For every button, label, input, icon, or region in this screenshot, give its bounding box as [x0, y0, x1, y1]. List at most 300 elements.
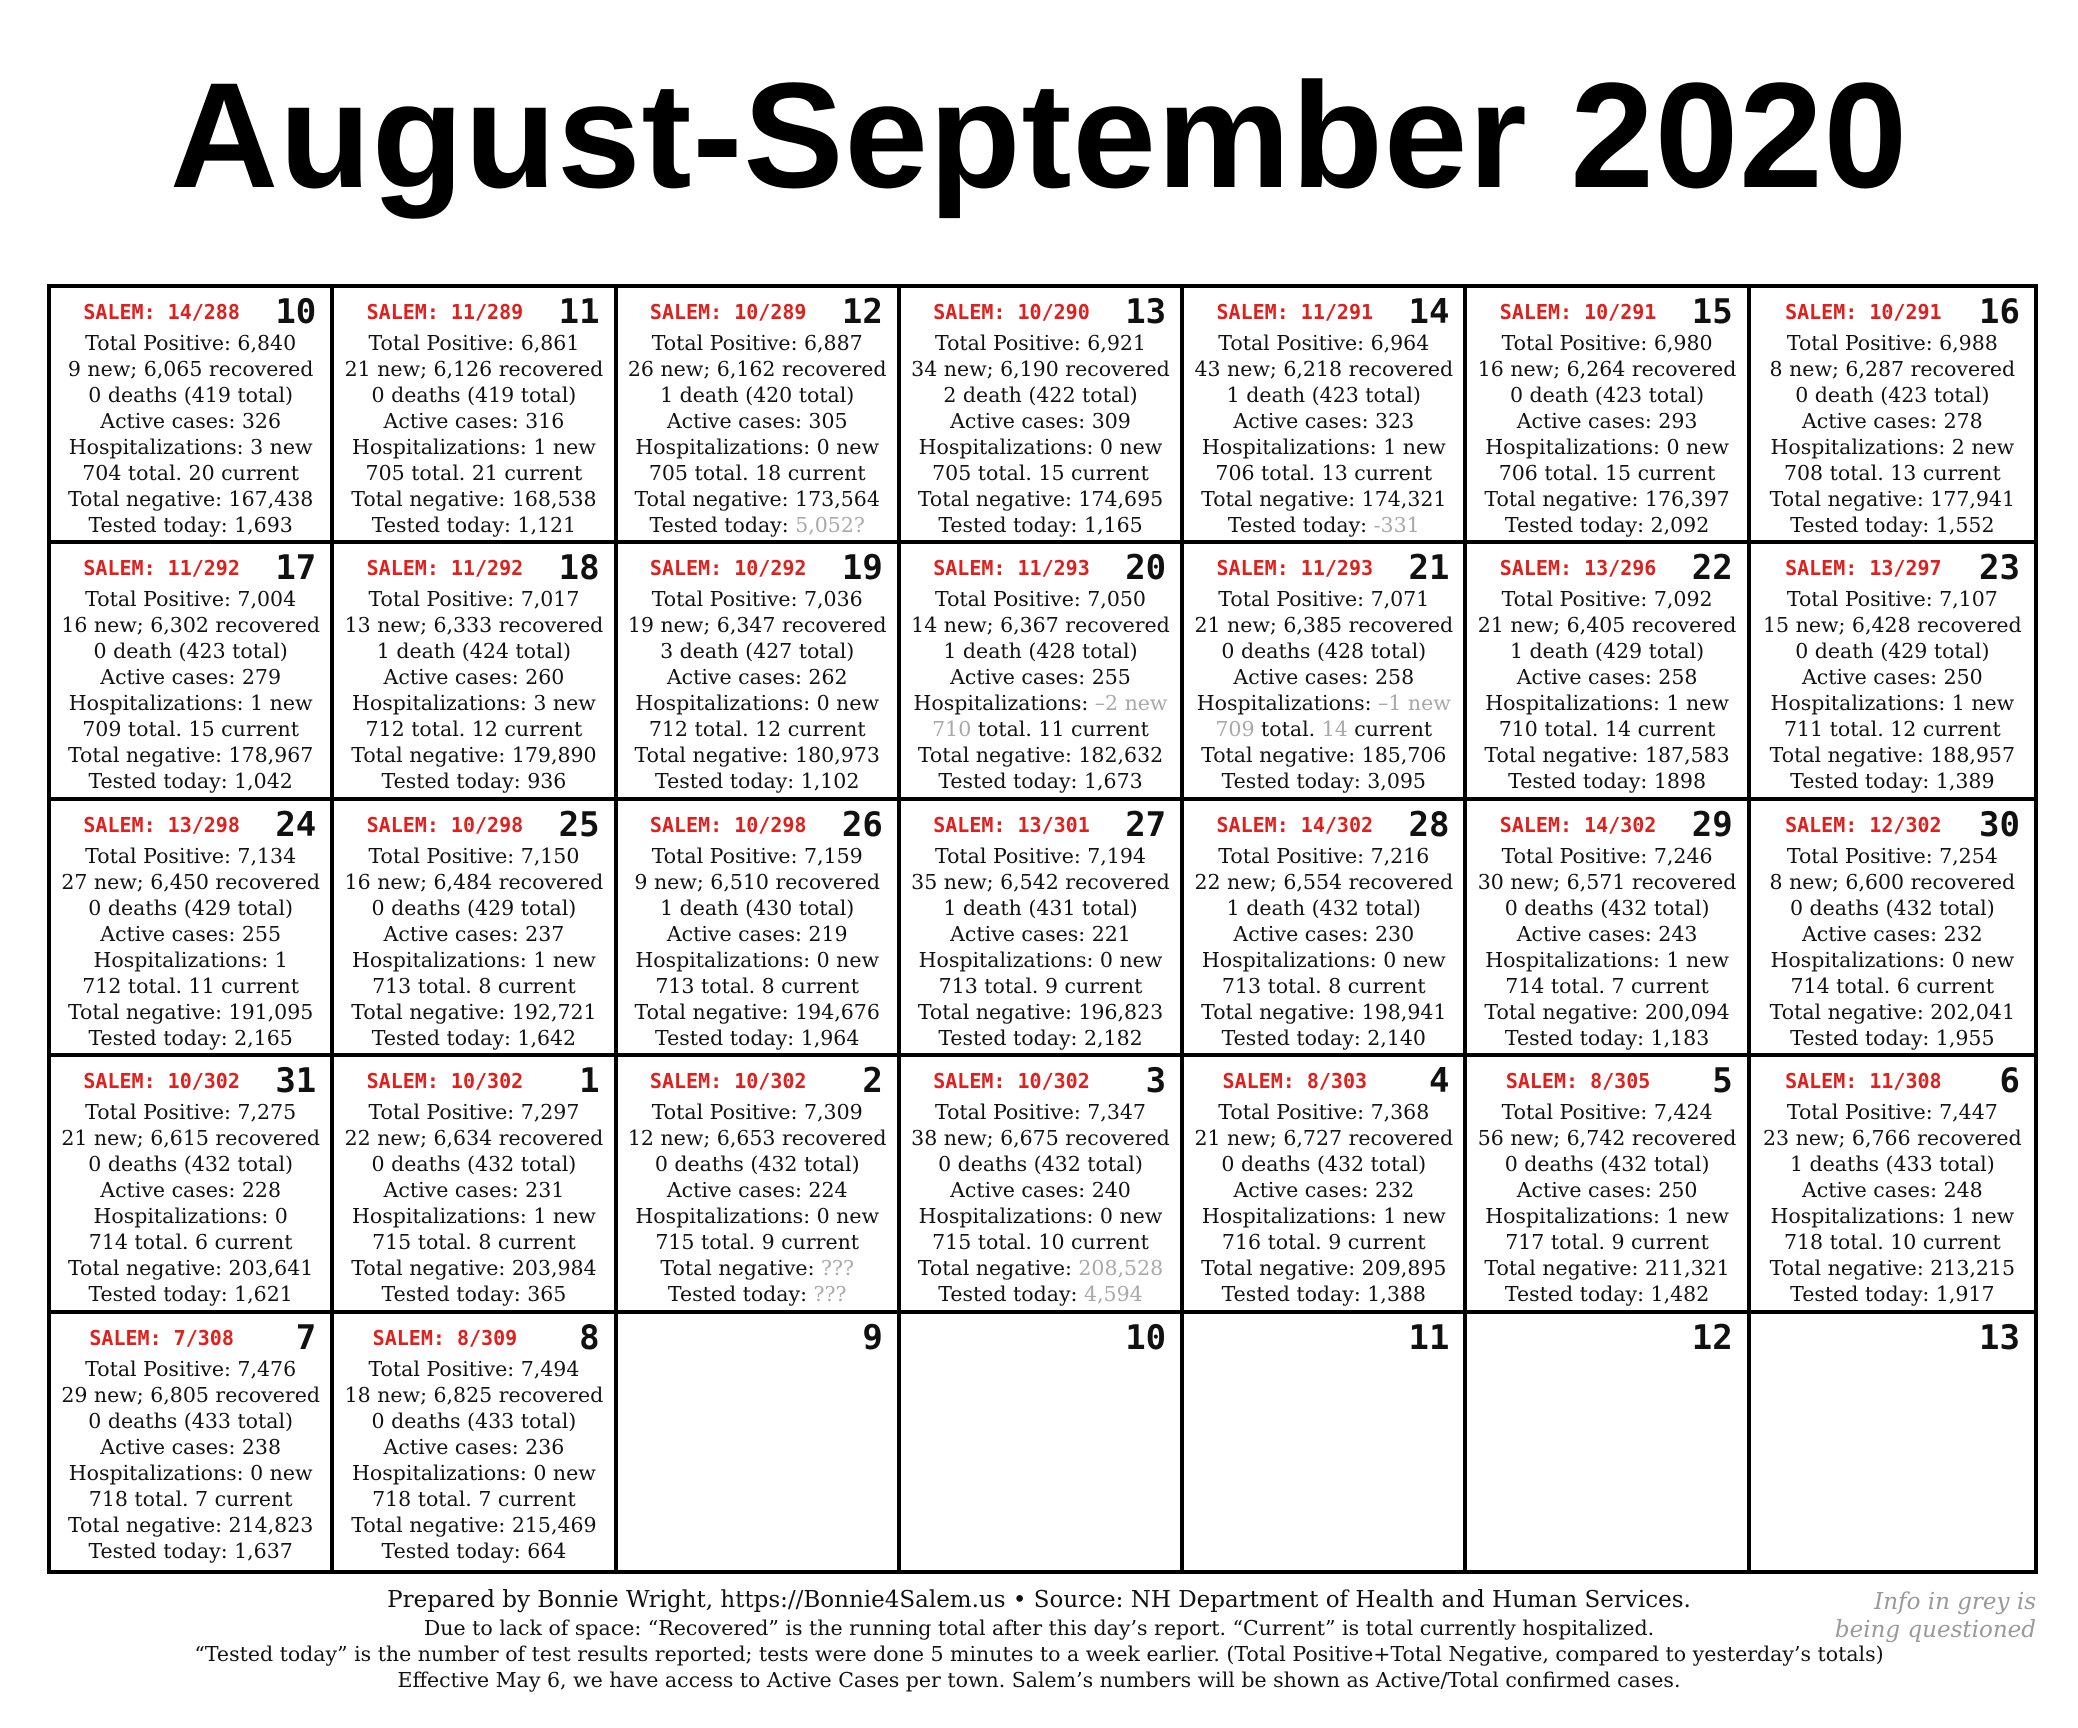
stat-line: [334, 690, 613, 716]
day-cell: [901, 1057, 1184, 1313]
stat-line: [334, 638, 613, 664]
stat-text: Active cases: 232: [1801, 921, 1983, 946]
stat-line: [51, 1125, 330, 1151]
stat-line: [1184, 869, 1463, 895]
stat-line: [901, 742, 1180, 768]
stat-line: [1467, 1099, 1746, 1125]
stat-text: 9 new; 6,065 recovered: [67, 357, 314, 381]
stat-line: [51, 1229, 330, 1255]
stat-text: 714 total. 7 current: [1505, 973, 1709, 998]
stat-text: 1 death (423 total): [1226, 383, 1421, 407]
day-cell: [1751, 1314, 2034, 1570]
stat-line: [51, 1151, 330, 1177]
stat-text: Tested today: 1898: [1508, 769, 1706, 794]
stat-text: 9 new; 6,510 recovered: [634, 869, 880, 894]
stat-text: 1 death (424 total): [376, 639, 572, 664]
stat-line: [334, 1460, 613, 1486]
stat-line: [1184, 434, 1463, 460]
stat-line: [51, 1177, 330, 1203]
stat-text: Total Positive: 6,988: [1786, 331, 1998, 355]
salem-count: SALEM: 14/302: [1499, 812, 1657, 837]
stat-line: [1751, 1177, 2034, 1203]
stat-text: 0 death (423 total): [1795, 383, 1990, 407]
stat-text: 718 total. 10 current: [1783, 1230, 2001, 1255]
stat-text: 716 total. 9 current: [1221, 1230, 1426, 1255]
stat-text: Tested today: 2,165: [88, 1025, 293, 1050]
stat-line: [901, 947, 1180, 973]
stat-text: 713 total. 8 current: [655, 973, 860, 998]
stat-line: [334, 768, 613, 794]
stat-line: [51, 947, 330, 973]
stat-line: [1467, 382, 1746, 408]
stat-text: Total negative: 203,984: [351, 1256, 597, 1281]
stat-line: [1184, 999, 1463, 1025]
stat-text: 708 total. 13 current: [1783, 461, 2001, 485]
stat-line: [1751, 1025, 2034, 1051]
day-cell: [1467, 1057, 1750, 1313]
stat-text: 56 new; 6,742 recovered: [1477, 1126, 1737, 1151]
stat-line: [334, 330, 613, 356]
day-number: 18: [558, 548, 600, 589]
stat-text: Active cases: 230: [1233, 921, 1415, 946]
stat-text: Tested today: 1,552: [1790, 513, 1995, 537]
stat-line: [334, 664, 613, 690]
day-number: 28: [1408, 804, 1450, 845]
stat-text: 0 death (423 total): [93, 639, 288, 664]
day-number: 20: [1125, 548, 1167, 589]
stat-text: Active cases: 262: [666, 665, 848, 690]
questioned-value: 5,052?: [795, 513, 865, 537]
stat-line: [1467, 434, 1746, 460]
stat-text: Hospitalizations: 1 new: [1485, 947, 1729, 972]
stat-line: [1467, 1281, 1746, 1307]
stat-line: [1467, 921, 1746, 947]
stat-text: Total Positive: 7,275: [85, 1100, 297, 1125]
day-cell: [1184, 544, 1467, 800]
stat-line: [334, 869, 613, 895]
stat-text: Hospitalizations: 2 new: [1770, 435, 2015, 459]
stat-text: 16 new; 6,302 recovered: [61, 613, 320, 638]
stat-line: [901, 460, 1180, 486]
stat-text: Total negative: 167,438: [67, 487, 314, 511]
stat-line: [334, 408, 613, 434]
stat-text: Active cases: 305: [666, 409, 848, 433]
stat-line: [334, 716, 613, 742]
stat-text: 0 deaths (429 total): [88, 895, 294, 920]
stat-line: [618, 1025, 897, 1051]
stat-line: [1184, 973, 1463, 999]
stat-line: [1184, 1229, 1463, 1255]
questioned-value: ???: [821, 1256, 854, 1281]
stat-text: Total negative: 177,941: [1769, 487, 2016, 511]
salem-count: SALEM: 10/291: [1499, 300, 1657, 324]
stat-text: Active cases: 236: [383, 1434, 565, 1459]
stat-text: Active cases: 243: [1516, 921, 1698, 946]
stat-text: 0 deaths (433 total): [371, 1408, 577, 1433]
stat-text: Hospitalizations: 0 new: [918, 435, 1163, 459]
stat-line: [1184, 716, 1463, 742]
stat-line: [1184, 586, 1463, 612]
stat-text: Tested today: 1,673: [938, 769, 1143, 794]
questioned-value: 14: [1321, 717, 1348, 742]
stat-text: Tested today: 1,389: [1790, 769, 1995, 794]
day-cell-header: [618, 548, 897, 589]
stat-text: Tested today:: [938, 1282, 1084, 1307]
day-cell-header: [1467, 294, 1746, 330]
day-cell-header: [51, 804, 330, 845]
salem-count: SALEM: 7/308: [89, 1325, 234, 1350]
stat-text: Hospitalizations: 3 new: [352, 691, 596, 716]
stat-text: 21 new; 6,727 recovered: [1194, 1126, 1454, 1151]
day-cell: [1467, 801, 1750, 1057]
stat-line: [1751, 1125, 2034, 1151]
stat-text: Hospitalizations: 0 new: [918, 1204, 1163, 1229]
salem-count: SALEM: 10/302: [649, 1069, 807, 1094]
stat-line: [901, 999, 1180, 1025]
stat-text: Total negative: 174,695: [917, 487, 1164, 511]
stat-line: [1467, 973, 1746, 999]
salem-count: SALEM: 10/291: [1785, 300, 1942, 324]
stat-text: 0 deaths (432 total): [654, 1152, 860, 1177]
stat-text: 8 new; 6,600 recovered: [1769, 869, 2016, 894]
stat-line: [1467, 408, 1746, 434]
stat-text: Hospitalizations: 1 new: [1485, 1204, 1729, 1229]
stat-text: 0 deaths (432 total): [1504, 1152, 1710, 1177]
stat-text: Hospitalizations:: [913, 691, 1095, 716]
stat-line: [334, 612, 613, 638]
stat-text: Active cases: 238: [100, 1434, 282, 1459]
stat-line: [51, 1255, 330, 1281]
stat-line: [1184, 1255, 1463, 1281]
day-cell: [51, 1057, 334, 1313]
day-cell-header: [901, 1317, 1180, 1358]
day-number: 17: [275, 548, 317, 589]
stat-text: Tested today: 1,183: [1504, 1025, 1710, 1050]
calendar-grid: [47, 284, 2038, 1574]
stat-text: Active cases: 255: [100, 921, 282, 946]
stat-line: [1467, 742, 1746, 768]
stat-text: Total negative: 176,397: [1484, 487, 1730, 511]
stat-text: 18 new; 6,825 recovered: [344, 1382, 604, 1407]
stat-line: [1467, 1025, 1746, 1051]
stat-line: [334, 1255, 613, 1281]
stat-line: [51, 869, 330, 895]
stat-text: Hospitalizations: 1 new: [352, 435, 596, 459]
salem-count: SALEM: 12/302: [1785, 812, 1942, 837]
stat-text: Hospitalizations: 0 new: [635, 691, 880, 716]
stat-text: total. 11 current: [971, 717, 1149, 742]
stat-line: [901, 486, 1180, 512]
stat-line: [51, 1281, 330, 1307]
stat-text: Active cases: 258: [1516, 665, 1698, 690]
stat-line: [334, 1434, 613, 1460]
stat-line: [618, 947, 897, 973]
stat-line: [51, 1025, 330, 1051]
stat-text: Hospitalizations: 0 new: [1770, 947, 2015, 972]
stat-text: Active cases: 258: [1233, 665, 1415, 690]
stat-text: Total Positive: 7,004: [85, 587, 297, 612]
day-cell: [1751, 1057, 2034, 1313]
stat-line: [51, 690, 330, 716]
stat-line: [1184, 690, 1463, 716]
stat-line: [1467, 612, 1746, 638]
footer-note-tested: “Tested today” is the number of test results reported; tests were done 5 minutes to a week earlier. (Total Positive+Total Negative, compared to yesterday’s totals): [194, 1642, 1884, 1666]
day-number: 11: [558, 292, 600, 332]
stat-text: Total Positive: 7,216: [1218, 843, 1430, 868]
stat-line: [1751, 408, 2034, 434]
day-cell-header: [1467, 1317, 1746, 1358]
stat-line: [51, 768, 330, 794]
salem-count: SALEM: 11/308: [1785, 1069, 1942, 1094]
stat-line: [51, 664, 330, 690]
stat-text: Total Positive: 7,424: [1501, 1100, 1713, 1125]
stat-text: Active cases: 255: [950, 665, 1131, 690]
stat-line: [334, 895, 613, 921]
stat-line: [1467, 1151, 1746, 1177]
day-cell-header: [334, 294, 613, 330]
footer-note-recovered: Due to lack of space: “Recovered” is the running total after this day’s report. “Current” is total currently hospitalized.: [423, 1616, 1655, 1640]
stat-line: [1751, 768, 2034, 794]
stat-line: [334, 1229, 613, 1255]
salem-count: SALEM: 13/297: [1785, 556, 1942, 581]
stat-text: Tested today: 2,092: [1504, 513, 1710, 537]
stat-text: Hospitalizations: 1 new: [352, 1204, 596, 1229]
stat-text: 8 new; 6,287 recovered: [1769, 357, 2016, 381]
stat-line: [51, 742, 330, 768]
stat-text: Total Positive: 7,092: [1501, 587, 1713, 612]
salem-count: SALEM: 13/298: [83, 812, 240, 837]
stat-text: Tested today: 1,964: [655, 1025, 860, 1050]
salem-count: SALEM: 10/302: [366, 1069, 524, 1094]
stat-text: Total Positive: 7,347: [935, 1100, 1146, 1125]
stat-line: [1184, 1203, 1463, 1229]
day-cell: [618, 544, 901, 800]
stat-line: [51, 1099, 330, 1125]
stat-line: [51, 1356, 330, 1382]
stat-line: [901, 408, 1180, 434]
stat-line: [901, 1125, 1180, 1151]
stat-text: 712 total. 12 current: [648, 717, 866, 742]
day-number: 30: [1979, 804, 2020, 845]
day-number: 22: [1691, 548, 1733, 589]
stat-line: [1184, 1151, 1463, 1177]
stat-text: Total Positive: 7,297: [368, 1100, 580, 1125]
questioned-value: 4,594: [1083, 1282, 1143, 1307]
footer-credits: Prepared by Bonnie Wright, https://Bonnie4Salem.us • Source: NH Department of Health and Human Services.: [387, 1587, 1691, 1613]
stat-text: Tested today: 1,042: [88, 769, 293, 794]
stat-text: 43 new; 6,218 recovered: [1194, 357, 1454, 381]
grey-info-note: [1835, 1588, 2036, 1644]
stat-line: [901, 1177, 1180, 1203]
stat-text: 16 new; 6,264 recovered: [1477, 357, 1737, 381]
day-cell-header: [618, 1317, 897, 1358]
stat-text: Total negative: 191,095: [67, 999, 314, 1024]
stat-line: [51, 434, 330, 460]
stat-text: Total negative: 168,538: [351, 487, 597, 511]
stat-text: 27 new; 6,450 recovered: [61, 869, 320, 894]
stat-line: [51, 586, 330, 612]
stat-text: Total Positive: 7,036: [651, 587, 863, 612]
stat-text: 706 total. 13 current: [1215, 461, 1433, 485]
day-cell: [618, 1057, 901, 1313]
stat-line: [618, 638, 897, 664]
stat-line: [618, 973, 897, 999]
stat-text: Hospitalizations: 1 new: [1201, 435, 1446, 459]
stat-text: Hospitalizations: 1 new: [1770, 691, 2015, 716]
day-cell: [901, 288, 1184, 544]
day-number: 5: [1712, 1061, 1733, 1102]
stat-line: [1751, 356, 2034, 382]
stat-text: 711 total. 12 current: [1783, 717, 2001, 742]
stat-line: [51, 638, 330, 664]
day-cell: [1467, 544, 1750, 800]
stat-text: Tested today: 1,482: [1504, 1282, 1710, 1307]
stat-line: [901, 638, 1180, 664]
day-number: 27: [1125, 804, 1167, 845]
stat-text: Total negative: 179,890: [351, 743, 597, 768]
grey-note-line-2: being questioned: [1834, 1617, 2036, 1643]
stat-line: [618, 434, 897, 460]
questioned-value: –1 new: [1378, 691, 1451, 716]
day-cell-header: [1184, 804, 1463, 845]
stat-line: [1467, 716, 1746, 742]
stat-text: Tested today:: [649, 513, 796, 537]
stat-line: [1467, 1203, 1746, 1229]
stat-line: [334, 486, 613, 512]
salem-count: SALEM: 8/309: [372, 1325, 518, 1350]
stat-text: 3 death (427 total): [660, 639, 855, 664]
stat-text: 1 death (420 total): [660, 383, 855, 407]
stat-text: Hospitalizations: 1: [93, 947, 288, 972]
stat-text: Tested today: 936: [381, 769, 567, 794]
stat-text: 21 new; 6,615 recovered: [61, 1126, 320, 1151]
stat-line: [1751, 1229, 2034, 1255]
stat-text: 23 new; 6,766 recovered: [1763, 1126, 2022, 1151]
stat-line: [901, 843, 1180, 869]
stat-line: [1467, 869, 1746, 895]
stat-text: Active cases: 219: [666, 921, 848, 946]
day-number: 31: [275, 1061, 317, 1102]
stat-line: [901, 512, 1180, 538]
stat-line: [51, 356, 330, 382]
stat-line: [1751, 690, 2034, 716]
stat-line: [1184, 486, 1463, 512]
stat-line: [618, 716, 897, 742]
stat-line: [618, 742, 897, 768]
day-cell-header: [901, 548, 1180, 589]
stat-line: [1184, 895, 1463, 921]
stat-text: 21 new; 6,405 recovered: [1477, 613, 1737, 638]
day-number: 3: [1145, 1061, 1167, 1102]
stat-text: Total negative: 187,583: [1484, 743, 1730, 768]
stat-text: Hospitalizations: 0 new: [635, 947, 880, 972]
stat-line: [1751, 612, 2034, 638]
salem-count: SALEM: 14/302: [1216, 812, 1374, 837]
stat-line: [1467, 1229, 1746, 1255]
stat-text: 706 total. 15 current: [1498, 461, 1716, 485]
stat-line: [51, 973, 330, 999]
stat-text: Total Positive: 6,980: [1501, 331, 1713, 355]
stat-line: [901, 356, 1180, 382]
stat-text: 705 total. 21 current: [365, 461, 583, 485]
stat-line: [334, 1203, 613, 1229]
day-cell: [334, 1314, 617, 1570]
day-number: 6: [1999, 1061, 2020, 1102]
stat-line: [51, 612, 330, 638]
stat-text: 715 total. 9 current: [655, 1230, 860, 1255]
day-number: 12: [1691, 1317, 1733, 1358]
stat-text: Total negative: 196,823: [917, 999, 1164, 1024]
stat-text: Tested today: 1,917: [1790, 1282, 1995, 1307]
stat-text: 34 new; 6,190 recovered: [911, 357, 1170, 381]
stat-line: [618, 999, 897, 1025]
stat-line: [901, 664, 1180, 690]
stat-line: [618, 1099, 897, 1125]
day-number: 15: [1691, 292, 1733, 332]
stat-text: Total Positive: 7,050: [935, 587, 1146, 612]
salem-count: SALEM: 11/289: [366, 300, 524, 324]
stat-text: Active cases: 260: [383, 665, 565, 690]
stat-line: [618, 921, 897, 947]
salem-count: SALEM: 10/302: [933, 1069, 1090, 1094]
stat-line: [1751, 512, 2034, 538]
stat-line: [334, 742, 613, 768]
stat-text: 712 total. 12 current: [365, 717, 583, 742]
stat-line: [334, 947, 613, 973]
stat-text: Total negative: 194,676: [634, 999, 880, 1024]
day-cell-header: [1184, 1317, 1463, 1358]
stat-line: [334, 1025, 613, 1051]
stat-text: Total negative: 178,967: [67, 743, 314, 768]
stat-text: Tested today: 2,182: [938, 1025, 1143, 1050]
stat-text: Active cases: 323: [1233, 409, 1415, 433]
stat-text: 0 death (423 total): [1509, 383, 1705, 407]
stat-text: Hospitalizations: 1 new: [1201, 1204, 1446, 1229]
day-number: 11: [1408, 1317, 1450, 1358]
day-cell-header: [1467, 548, 1746, 589]
stat-text: 1 death (428 total): [943, 639, 1138, 664]
stat-text: 21 new; 6,385 recovered: [1194, 613, 1454, 638]
stat-line: [1184, 768, 1463, 794]
stat-text: Total negative: 198,941: [1201, 999, 1447, 1024]
stat-line: [1467, 486, 1746, 512]
stat-line: [334, 1356, 613, 1382]
stat-line: [901, 330, 1180, 356]
stat-text: Active cases: 228: [100, 1178, 282, 1203]
stat-text: Tested today: 1,121: [371, 513, 577, 537]
stat-text: Total Positive: 6,964: [1218, 331, 1430, 355]
day-cell: [1184, 1314, 1467, 1570]
stat-text: Total negative: 192,721: [351, 999, 597, 1024]
stat-text: Total negative: 188,957: [1769, 743, 2016, 768]
stat-text: 0 deaths (432 total): [1789, 895, 1995, 920]
stat-text: Total Positive: 7,194: [935, 843, 1146, 868]
stat-text: 35 new; 6,542 recovered: [911, 869, 1170, 894]
salem-count: SALEM: 10/290: [933, 300, 1090, 324]
stat-text: total.: [1254, 717, 1322, 742]
stat-line: [334, 999, 613, 1025]
stat-text: 710 total. 14 current: [1498, 717, 1716, 742]
day-number: 10: [275, 292, 317, 332]
stat-line: [618, 690, 897, 716]
stat-text: Tested today: 1,388: [1221, 1282, 1426, 1307]
stat-line: [51, 716, 330, 742]
stat-line: [334, 1177, 613, 1203]
stat-text: 712 total. 11 current: [82, 973, 299, 998]
salem-count: SALEM: 8/303: [1222, 1069, 1368, 1094]
stat-text: 15 new; 6,428 recovered: [1763, 613, 2022, 638]
stat-line: [901, 382, 1180, 408]
